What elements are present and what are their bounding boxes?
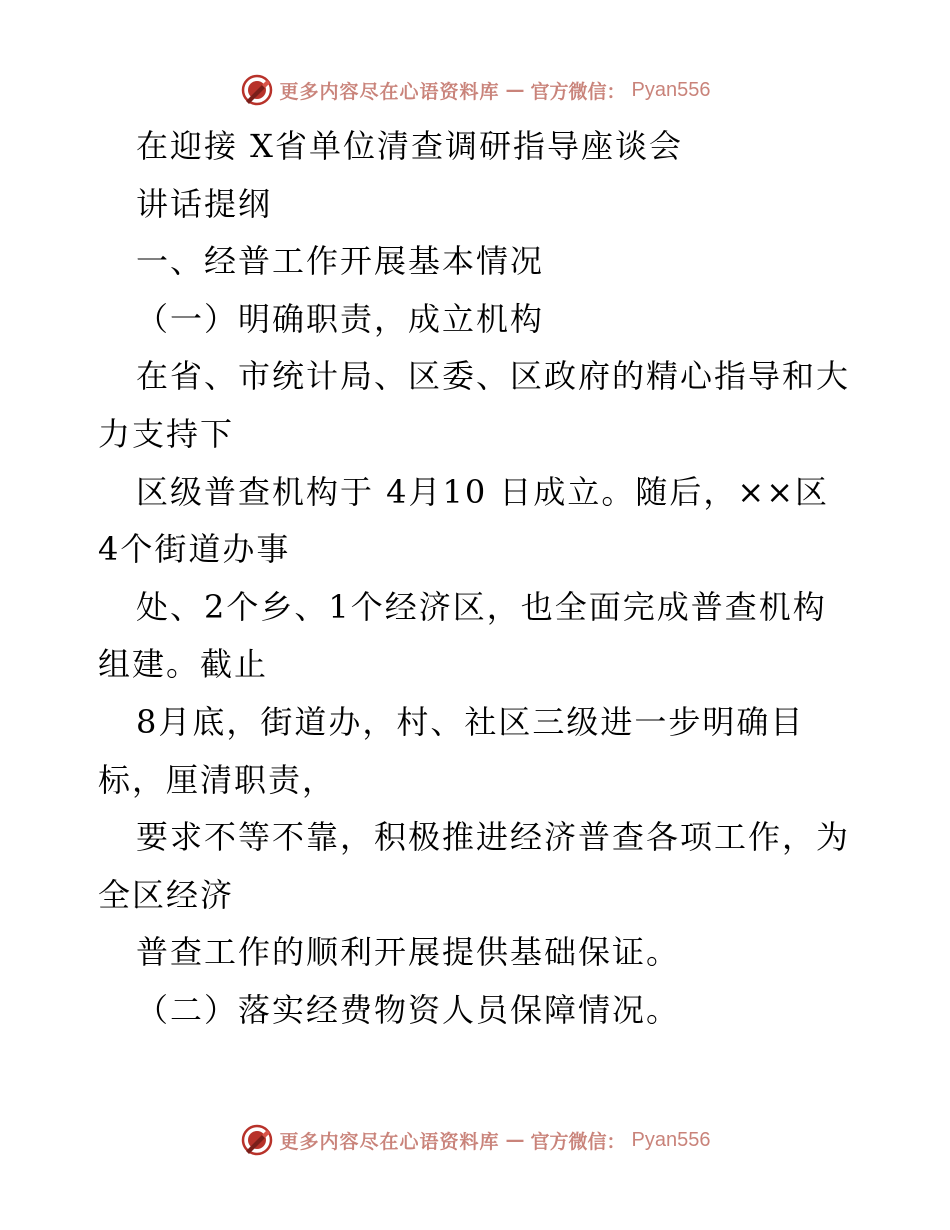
banner-wechat-id: Pyan556	[631, 1128, 711, 1151]
banner-main-text: 更多内容尽在心语资料库	[279, 1130, 500, 1153]
banner-main-text: 更多内容尽在心语资料库	[279, 80, 500, 103]
doc-line: 一、经普工作开展基本情况	[136, 242, 545, 281]
doc-line: 8月底，街道办，村、社区三级进一步明确目	[136, 702, 805, 741]
doc-line: 组建。截止	[98, 645, 269, 684]
doc-line: 全区经济	[98, 875, 235, 914]
banner-wechat-id: Pyan556	[631, 78, 711, 101]
pen-seal-logo-icon	[240, 73, 274, 107]
doc-line: 普查工作的顺利开展提供基础保证。	[136, 933, 681, 972]
doc-line: 区级普查机构于 4月10 日成立。随后，××区	[136, 472, 830, 511]
doc-line: 4个街道办事	[98, 530, 291, 569]
banner-dash: —	[505, 79, 525, 101]
doc-line: （二）落实经费物资人员保障情况。	[136, 990, 681, 1029]
header-banner	[0, 70, 950, 110]
doc-line: （一）明确职责，成立机构	[136, 299, 545, 338]
banner-dash: —	[505, 1129, 525, 1151]
banner-content	[240, 1123, 711, 1157]
pen-seal-logo-icon	[240, 1123, 274, 1157]
document-body	[98, 118, 858, 1040]
doc-line: 力支持下	[98, 414, 235, 453]
doc-line: 要求不等不靠，积极推进经济普查各项工作，为	[136, 818, 851, 857]
doc-line: 在省、市统计局、区委、区政府的精心指导和大	[136, 357, 851, 396]
footer-banner	[0, 1120, 950, 1160]
doc-line: 在迎接 X省单位清查调研指导座谈会	[136, 127, 683, 165]
banner-wechat-label: 官方微信：	[530, 1130, 626, 1153]
banner-wechat-label: 官方微信：	[530, 80, 626, 103]
doc-line: 讲话提纲	[136, 184, 273, 223]
doc-line: 标，厘清职责，	[98, 760, 337, 799]
banner-content	[240, 73, 711, 107]
doc-line: 处、2个乡、1个经济区，也全面完成普查机构	[136, 587, 827, 626]
